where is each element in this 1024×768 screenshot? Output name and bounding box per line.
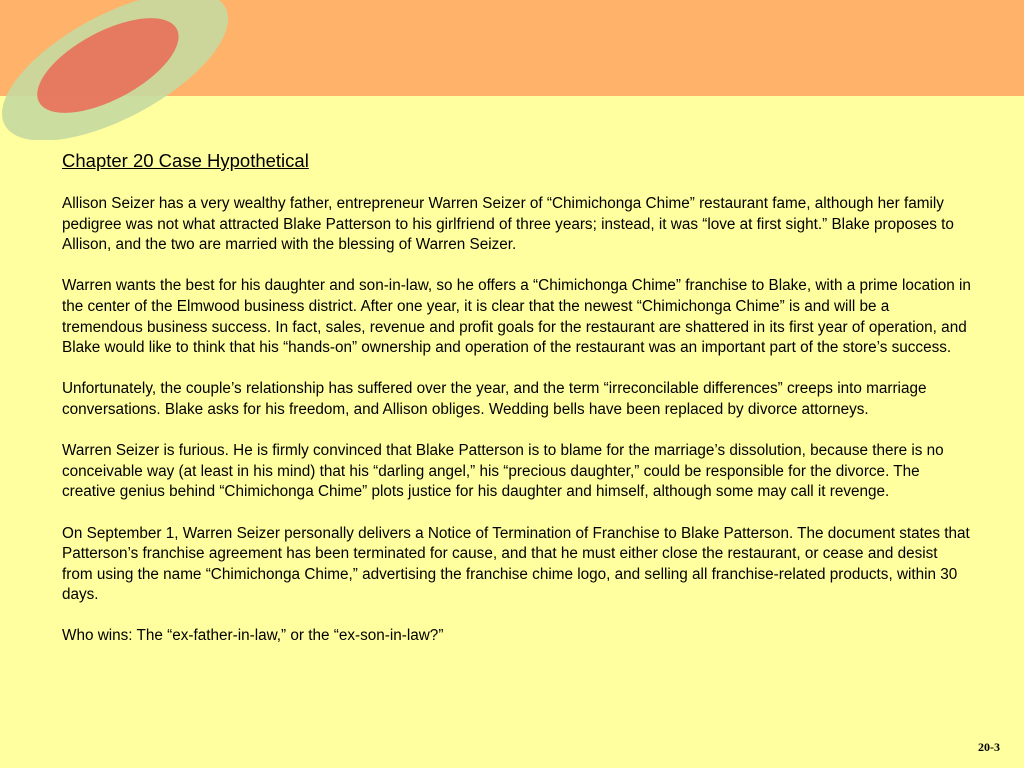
slide-title: Chapter 20 Case Hypothetical [62,150,309,171]
paragraph-6: Who wins: The “ex-father-in-law,” or the “ex-son-in-law?” [62,627,444,645]
paragraph-4: Warren Seizer is furious. He is firmly convinced that Blake Patterson is to blame for the marriage’s dissolution, because there is no conceivable way (at least in his mind) that his “darling angel,” his “precious daughter,” could be responsible for the divorce. The creative genius behind “Chimichonga Chime” plots justice for his daughter and himself, although some may call it revenge. [62,442,944,501]
slide-body [62,148,972,668]
paragraph-1: Allison Seizer has a very wealthy father, entrepreneur Warren Seizer of “Chimichonga Chime” restaurant fame, although her family pedigree was not what attracted Blake Patterson to his girlfriend of three years; instead, it was “love at first sight.” Blake proposes to Allison, and the two are married with the blessing of Warren Seizer. [62,195,954,254]
leaf-decoration-icon [0,0,250,140]
slide-number: 20-3 [978,740,1000,754]
paragraph-5: On September 1, Warren Seizer personally delivers a Notice of Termination of Franchise to Blake Patterson. The document states that Patterson’s franchise agreement has been terminated for cause, and that he must either close the restaurant, or cease and desist from using the name “Chimichonga Chime,” advertising the franchise chime logo, and selling all franchise-related products, within 30 days. [62,524,970,604]
paragraph-2: Warren wants the best for his daughter and son-in-law, so he offers a “Chimichonga Chime” franchise to Blake, with a prime location in the center of the Elmwood business district. After one year, it is clear that the newest “Chimichonga Chime” is and will be a tremendous business success. In fact, sales, revenue and profit goals for the restaurant are shattered in its first year of operation, and Blake would like to think that his “hands-on” ownership and operation of the restaurant was an important part of the store’s success. [62,277,971,357]
paragraph-3: Unfortunately, the couple’s relationship has suffered over the year, and the term “irreconcilable differences” creeps into marriage conversations. Blake asks for his freedom, and Allison obliges. Wedding bells have been replaced by divorce attorneys. [62,380,927,418]
